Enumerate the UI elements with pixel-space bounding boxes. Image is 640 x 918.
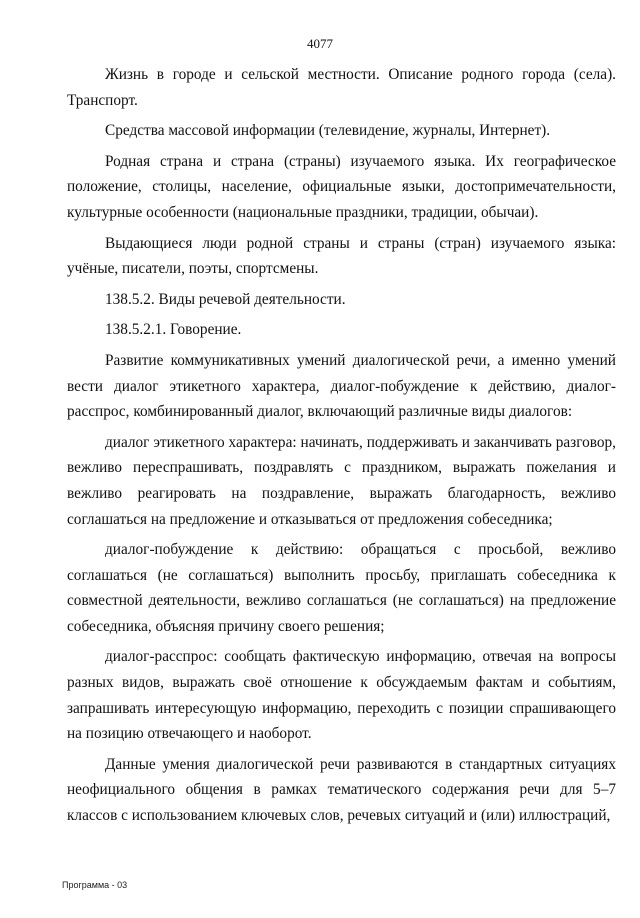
paragraph-mass-media: Средства массовой информации (телевидение, журналы, Интернет).	[105, 122, 551, 140]
paragraph-standard-situations: Данные умения диалогической речи развиваются в стандартных ситуациях неофициального общения в рамках тематического содержания речи для 5–7 классов с использованием ключевых слов, речевых ситуаций и (или) иллюстраций,	[67, 755, 616, 825]
section-heading-speech-activity: 138.5.2. Виды речевой деятельности.	[105, 290, 346, 308]
paragraph-etiquette-dialogue: диалог этикетного характера: начинать, поддерживать и заканчивать разговор, вежливо переспрашивать, поздравлять с праздником, выражать пожелания и вежливо реагировать на поздравление, выражать благодарность, вежливо соглашаться на предложение и отказываться от предложения собеседника;	[67, 433, 616, 528]
paragraph-inquiry-dialogue: диалог-расспрос: сообщать фактическую информацию, отвечая на вопросы разных видов, выражать своё отношение к обсуждаемым фактам и событиям, запрашивать интересующую информацию, переходить с позиции спрашивающего на позицию отвечающего и наоборот.	[67, 648, 616, 743]
paragraph-native-country: Родная страна и страна (страны) изучаемого языка. Их географическое положение, столицы, население, официальные языки, достопримечательности, культурные особенности (национальные праздники, традиции, обычаи).	[67, 152, 616, 221]
footer-label: Программа - 03	[62, 880, 128, 890]
page-number: 4077	[307, 36, 333, 51]
paragraph-city-life: Жизнь в городе и сельской местности. Описание родного города (села). Транспорт.	[67, 66, 616, 109]
document-body	[67, 62, 616, 834]
paragraph-incentive-dialogue: диалог-побуждение к действию: обращаться с просьбой, вежливо соглашаться (не соглашаться) выполнить просьбу, приглашать собеседника к совместной деятельности, вежливо соглашаться (не соглашаться) на предложение собеседника, объясняя причину своего решения;	[67, 541, 616, 635]
paragraph-famous-people: Выдающиеся люди родной страны и страны (стран) изучаемого языка: учёные, писатели, поэты, спортсмены.	[67, 234, 616, 278]
paragraph-dialogue-skills: Развитие коммуникативных умений диалогической речи, а именно умений вести диалог этикетного характера, диалог-побуждение к действию, диалог-расспрос, комбинированный диалог, включающий различные виды диалогов:	[67, 351, 616, 421]
section-heading-speaking: 138.5.2.1. Говорение.	[105, 321, 242, 339]
